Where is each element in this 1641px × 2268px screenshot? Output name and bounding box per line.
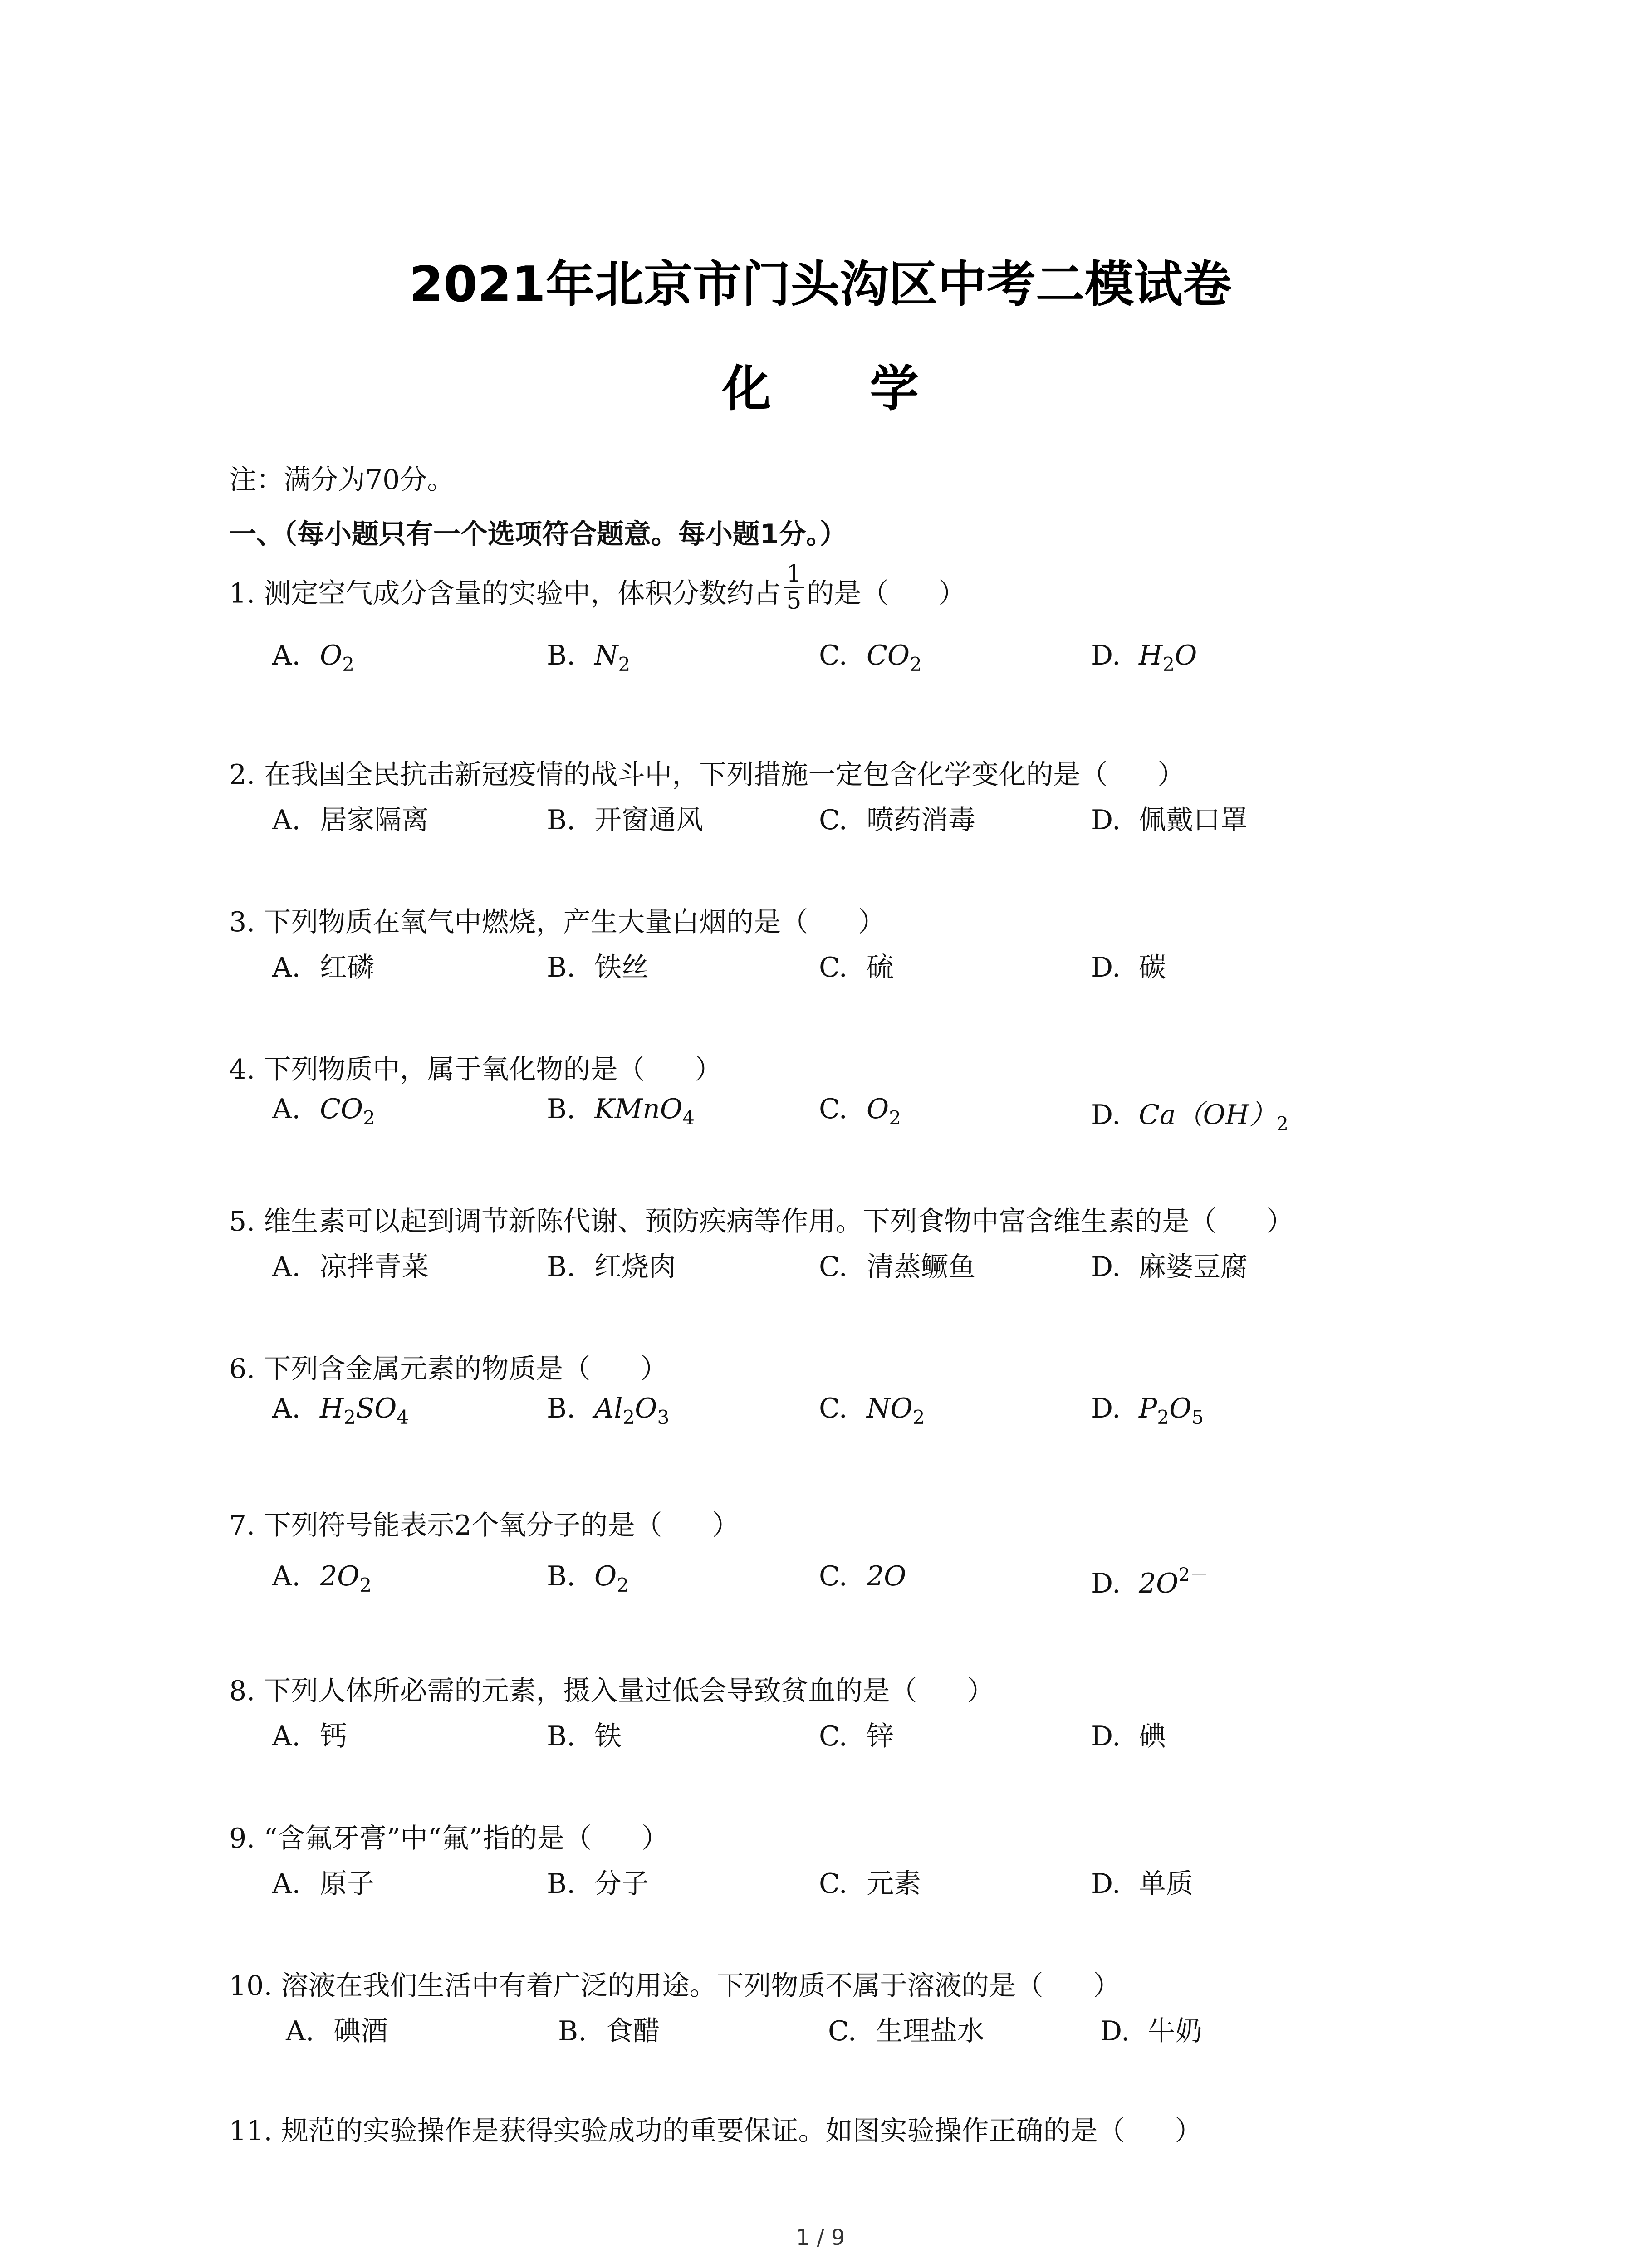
option-formula: $CO_2$ — [867, 640, 922, 675]
option-letter: A. — [272, 1251, 301, 1283]
option-text: 佩戴口罩 — [1139, 804, 1248, 836]
option-letter: B. — [547, 1721, 576, 1752]
answer-paren-close: ） — [640, 1353, 668, 1385]
option-letter: D. — [1091, 640, 1121, 671]
exam-title: 2021年北京市门头沟区中考二模试卷 — [409, 256, 1232, 313]
question-number: 9. — [229, 1823, 255, 1854]
question-9-option-d[interactable] — [1091, 1862, 1193, 1901]
question-number: 2. — [229, 759, 255, 791]
option-text: 碘酒 — [333, 2015, 388, 2047]
option-formula: $Al_2O_3$ — [594, 1393, 670, 1428]
question-9-option-a[interactable] — [272, 1862, 374, 1901]
option-letter: B. — [558, 2015, 587, 2047]
question-number: 6. — [229, 1353, 255, 1385]
question-8-option-d[interactable] — [1091, 1715, 1166, 1754]
question-text: 在我国全民抗击新冠疫情的战斗中，下列措施一定包含化学变化的是（ — [264, 759, 1108, 791]
option-text: 铁 — [594, 1721, 622, 1752]
question-1-option-d[interactable] — [1091, 640, 1197, 675]
section-heading: 一、（每小题只有一个选项符合题意。每小题1分。） — [229, 518, 847, 550]
option-text: 凉拌青菜 — [320, 1251, 429, 1283]
option-letter: D. — [1091, 1568, 1121, 1599]
option-letter: B. — [547, 640, 576, 671]
option-letter: D. — [1091, 1393, 1121, 1424]
question-number: 8. — [229, 1675, 255, 1707]
option-formula: $CO_2$ — [320, 1093, 375, 1129]
option-formula: $H_2SO_4$ — [320, 1393, 409, 1428]
option-formula: $P_2O_5$ — [1139, 1393, 1204, 1428]
question-text: 下列符号能表示2个氧分子的是（ — [264, 1510, 662, 1541]
option-text: 铁丝 — [594, 952, 649, 983]
question-11-stem — [229, 2109, 1202, 2148]
option-letter: A. — [272, 1093, 301, 1125]
option-letter: D. — [1091, 1721, 1121, 1752]
option-formula: $2O^{2-}$ — [1139, 1564, 1208, 1599]
option-text: 碳 — [1139, 952, 1166, 983]
question-7-option-b[interactable] — [547, 1560, 629, 1596]
option-letter: B. — [547, 1251, 576, 1283]
question-6-stem — [229, 1347, 667, 1386]
question-4-stem — [229, 1048, 722, 1087]
option-letter: B. — [547, 1093, 576, 1125]
option-letter: C. — [819, 1093, 847, 1125]
question-6-option-c[interactable] — [819, 1393, 925, 1428]
question-8-option-c[interactable] — [819, 1715, 894, 1754]
question-6-option-b[interactable] — [547, 1393, 669, 1428]
question-1-option-b[interactable] — [547, 640, 630, 675]
option-letter: C. — [819, 640, 847, 671]
option-letter: D. — [1091, 804, 1121, 836]
question-number: 11. — [229, 2115, 273, 2147]
option-letter: A. — [272, 952, 301, 983]
option-letter: A. — [272, 1393, 301, 1424]
option-letter: A. — [272, 1868, 301, 1900]
question-1-option-a[interactable] — [272, 640, 354, 675]
question-4-option-d[interactable] — [1091, 1093, 1288, 1135]
option-text: 麻婆豆腐 — [1139, 1251, 1248, 1283]
option-letter: C. — [819, 1868, 847, 1900]
option-letter: D. — [1091, 1251, 1121, 1283]
option-letter: A. — [272, 1560, 301, 1592]
fraction-numerator: 1 — [784, 561, 804, 588]
question-9-option-b[interactable] — [547, 1862, 649, 1901]
question-2-stem — [229, 753, 1185, 792]
question-text: 维生素可以起到调节新陈代谢、预防疾病等作用。下列食物中富含维生素的是（ — [264, 1206, 1217, 1237]
option-formula: $O_2$ — [594, 1560, 629, 1596]
option-formula: $N_2$ — [594, 640, 631, 675]
answer-paren-close: ） — [1093, 1970, 1121, 2002]
question-7-option-d[interactable] — [1091, 1560, 1208, 1599]
question-text: 下列含金属元素的物质是（ — [264, 1353, 591, 1385]
question-10-option-a[interactable] — [286, 2009, 388, 2048]
option-text: 开窗通风 — [594, 804, 703, 836]
question-5-stem — [229, 1200, 1293, 1239]
option-formula: 2O — [867, 1560, 906, 1592]
option-text: 硫 — [867, 952, 894, 983]
question-8-option-b[interactable] — [547, 1715, 622, 1754]
option-letter: D. — [1100, 2015, 1130, 2047]
answer-paren-close: ） — [858, 906, 886, 938]
question-3-stem — [229, 900, 885, 939]
fraction — [784, 561, 804, 614]
option-text: 清蒸鳜鱼 — [867, 1251, 975, 1283]
option-letter: D. — [1091, 952, 1121, 983]
question-text: 规范的实验操作是获得实验成功的重要保证。如图实验操作正确的是（ — [281, 2115, 1125, 2147]
option-letter: C. — [828, 2015, 857, 2047]
option-letter: D. — [1091, 1099, 1121, 1131]
page-number: 1 / 9 — [796, 2225, 845, 2250]
option-letter: C. — [819, 1393, 847, 1424]
question-5-option-a[interactable] — [272, 1245, 429, 1284]
question-number: 4. — [229, 1054, 255, 1085]
question-4-option-c[interactable] — [819, 1093, 901, 1129]
question-number: 1. — [229, 577, 255, 610]
question-text: “含氟牙膏”中“氟”指的是（ — [264, 1823, 592, 1854]
option-text: 生理盐水 — [876, 2015, 985, 2047]
option-text: 元素 — [867, 1868, 921, 1900]
option-letter: C. — [819, 952, 847, 983]
option-formula: $H_2O$ — [1139, 640, 1197, 675]
question-3-option-a[interactable] — [272, 946, 374, 985]
option-letter: B. — [547, 1868, 576, 1900]
question-3-option-d[interactable] — [1091, 946, 1166, 985]
question-text: 下列人体所必需的元素，摄入量过低会导致贫血的是（ — [264, 1675, 917, 1707]
option-letter: C. — [819, 1721, 847, 1752]
option-letter: C. — [819, 1560, 847, 1592]
question-text: 下列物质中，属于氧化物的是（ — [264, 1054, 645, 1085]
question-10-option-b[interactable] — [558, 2009, 660, 2048]
question-8-stem — [229, 1669, 994, 1708]
question-5-option-c[interactable] — [819, 1245, 975, 1284]
option-letter: A. — [272, 1721, 301, 1752]
option-text: 碘 — [1139, 1721, 1166, 1752]
option-text: 喷药消毒 — [867, 804, 975, 836]
option-letter: B. — [547, 1393, 576, 1424]
option-text: 居家隔离 — [320, 804, 429, 836]
question-9-option-c[interactable] — [819, 1862, 921, 1901]
question-10-option-d[interactable] — [1100, 2009, 1202, 2048]
question-10-stem — [229, 1964, 1121, 2003]
question-1-stem — [229, 560, 966, 622]
question-number: 5. — [229, 1206, 255, 1237]
option-letter: C. — [819, 1251, 847, 1283]
question-number: 3. — [229, 906, 255, 938]
question-text-tail: 的是（ — [807, 577, 889, 610]
answer-paren-close: ） — [1157, 759, 1185, 791]
answer-paren-close: ） — [642, 1823, 669, 1854]
question-4-option-b[interactable] — [547, 1093, 695, 1129]
question-9-stem — [229, 1817, 669, 1856]
option-formula: $2O_2$ — [320, 1560, 372, 1596]
question-6-option-a[interactable] — [272, 1393, 409, 1428]
question-3-option-c[interactable] — [819, 946, 894, 985]
option-text: 红磷 — [320, 952, 374, 983]
answer-paren-close: ） — [712, 1510, 740, 1541]
option-formula: KMnO$_4$ — [594, 1093, 695, 1129]
question-6-option-d[interactable] — [1091, 1393, 1204, 1428]
question-text: 测定空气成分含量的实验中，体积分数约占 — [264, 577, 781, 610]
option-letter: C. — [819, 804, 847, 836]
option-letter: A. — [286, 2015, 314, 2047]
question-text: 溶液在我们生活中有着广泛的用途。下列物质不属于溶液的是（ — [281, 1970, 1043, 2002]
option-letter: D. — [1091, 1868, 1121, 1900]
option-formula: $O_2$ — [320, 640, 354, 675]
fraction-denominator: 5 — [786, 587, 802, 615]
question-text: 下列物质在氧气中燃烧，产生大量白烟的是（ — [264, 906, 808, 938]
option-text: 红烧肉 — [594, 1251, 676, 1283]
question-number: 7. — [229, 1510, 255, 1541]
option-letter: A. — [272, 640, 301, 671]
question-2-option-b[interactable] — [547, 798, 703, 837]
answer-paren-close: ） — [967, 1675, 994, 1707]
option-letter: B. — [547, 1560, 576, 1592]
question-5-option-b[interactable] — [547, 1245, 676, 1284]
option-text: 单质 — [1139, 1868, 1193, 1900]
question-7-option-a[interactable] — [272, 1560, 372, 1596]
option-formula: $O_2$ — [867, 1093, 901, 1129]
question-2-option-a[interactable] — [272, 798, 429, 837]
option-text: 原子 — [320, 1868, 374, 1900]
question-2-option-c[interactable] — [819, 798, 975, 837]
option-text: 分子 — [594, 1868, 649, 1900]
question-7-stem — [229, 1504, 740, 1543]
answer-paren-close: ） — [1175, 2115, 1202, 2147]
answer-paren-close: ） — [695, 1054, 722, 1085]
option-text: 食醋 — [606, 2015, 660, 2047]
option-letter: B. — [547, 952, 576, 983]
option-letter: B. — [547, 804, 576, 836]
option-text: 钙 — [320, 1721, 347, 1752]
question-5-option-d[interactable] — [1091, 1245, 1248, 1284]
question-7-option-c[interactable] — [819, 1560, 906, 1592]
question-number: 10. — [229, 1970, 273, 2002]
option-letter: A. — [272, 804, 301, 836]
option-text: 锌 — [867, 1721, 894, 1752]
answer-paren-close: ） — [938, 577, 966, 610]
question-1-option-c[interactable] — [819, 640, 922, 675]
answer-paren-close: ） — [1266, 1206, 1294, 1237]
option-formula: $NO_2$ — [867, 1393, 925, 1428]
score-note: 注：满分为70分。 — [229, 464, 455, 496]
option-text: 牛奶 — [1148, 2015, 1202, 2047]
question-2-option-d[interactable] — [1091, 798, 1248, 837]
question-3-option-b[interactable] — [547, 946, 649, 985]
question-8-option-a[interactable] — [272, 1715, 347, 1754]
option-formula: $Ca(OH)_2$ — [1139, 1099, 1288, 1135]
subject-title: 化 学 — [722, 361, 960, 417]
question-10-option-c[interactable] — [828, 2009, 985, 2048]
question-4-option-a[interactable] — [272, 1093, 375, 1129]
